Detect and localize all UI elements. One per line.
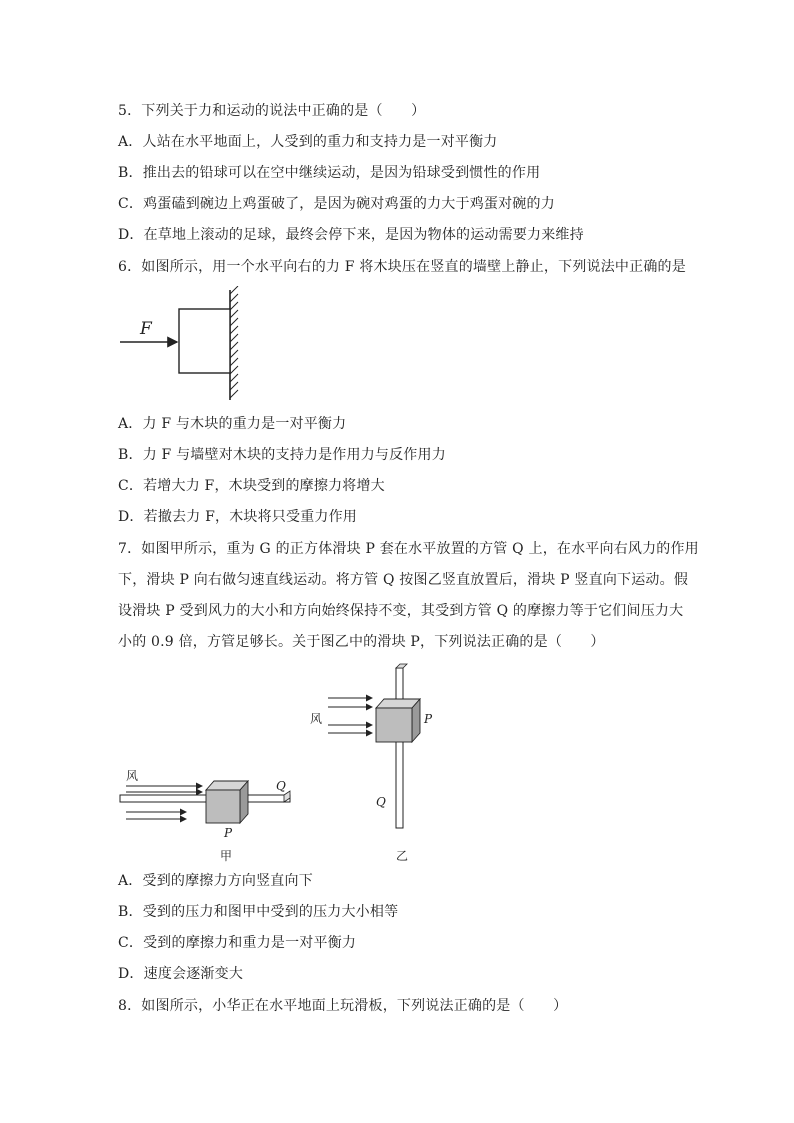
figure-yi: [310, 664, 433, 863]
q7-stem-line-1: 7．如图甲所示，重为 G 的正方体滑块 P 套在水平放置的方管 Q 上，在水平向右风力的作用: [118, 541, 699, 557]
q6-option-d: D．若撤去力 F，木块将只受重力作用: [118, 509, 357, 525]
q6-stem: 6．如图所示，用一个水平向右的力 F 将木块压在竖直的墙壁上静止，下列说法中正确的是: [118, 259, 686, 275]
jia-wind-label: 风: [126, 769, 139, 783]
q6-figure-block-wall: [114, 286, 254, 402]
q8-stem: 8．如图所示，小华正在水平地面上玩滑板，下列说法正确的是（ ）: [118, 998, 568, 1014]
caption-yi: 乙: [396, 849, 409, 863]
q5-option-d: D．在草地上滚动的足球，最终会停下来，是因为物体的运动需要力来维持: [118, 227, 584, 243]
figure-jia: [120, 769, 290, 863]
q7-option-a: A．受到的摩擦力方向竖直向下: [118, 873, 313, 889]
jia-q-label: Q: [276, 779, 286, 793]
q5-option-c: C．鸡蛋磕到碗边上鸡蛋破了，是因为碗对鸡蛋的力大于鸡蛋对碗的力: [118, 196, 555, 212]
q7-option-b: B．受到的压力和图甲中受到的压力大小相等: [118, 904, 399, 920]
q5-option-a: A．人站在水平地面上，人受到的重力和支持力是一对平衡力: [118, 134, 498, 150]
q6-option-c: C．若增大力 F，木块受到的摩擦力将增大: [118, 478, 385, 494]
jia-p-label: P: [224, 826, 233, 840]
q6-option-b: B．力 F 与墙壁对木块的支持力是作用力与反作用力: [118, 447, 446, 463]
yi-wind-label: 风: [310, 712, 323, 726]
q7-stem-line-2: 下，滑块 P 向右做匀速直线运动。将方管 Q 按图乙竖直放置后，滑块 P 竖直向下运动。假: [118, 572, 689, 588]
q7-stem-line-3: 设滑块 P 受到风力的大小和方向始终保持不变，其受到方管 Q 的摩擦力等于它们间压力大: [118, 603, 684, 619]
q5-stem: 5．下列关于力和运动的说法中正确的是（ ）: [118, 103, 426, 119]
q7-stem-line-4: 小的 0.9 倍，方管足够长。关于图乙中的滑块 P，下列说法正确的是（ ）: [118, 634, 605, 650]
yi-p-label: P: [424, 712, 433, 726]
yi-q-label: Q: [376, 795, 386, 809]
wood-block: [179, 309, 230, 373]
caption-jia: 甲: [220, 849, 233, 863]
q5-option-b: B．推出去的铅球可以在空中继续运动，是因为铅球受到惯性的作用: [118, 165, 541, 181]
q7-figure-wind-slider: [114, 662, 434, 868]
force-label: F: [140, 319, 152, 339]
q7-option-c: C．受到的摩擦力和重力是一对平衡力: [118, 935, 357, 951]
q7-option-d: D．速度会逐渐变大: [118, 966, 244, 982]
q6-option-a: A．力 F 与木块的重力是一对平衡力: [118, 416, 347, 432]
